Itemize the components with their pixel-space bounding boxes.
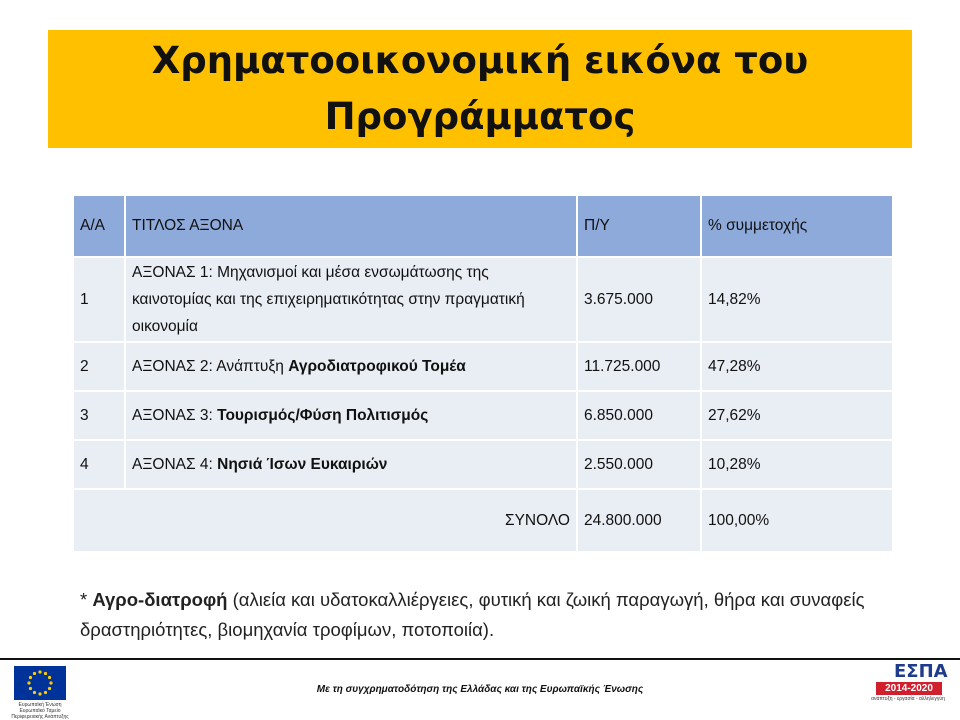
table-row: [73, 391, 893, 440]
header-budget: Π/Υ: [577, 195, 701, 257]
header-share: % συμμετοχής: [701, 195, 893, 257]
row-share: 27,62%: [701, 391, 893, 440]
row-num: 1: [73, 257, 125, 342]
eu-flag-icon: [14, 666, 66, 700]
table-row: [73, 257, 893, 342]
eu-star: [44, 691, 47, 694]
table-header-row: [73, 195, 893, 257]
row-budget: 3.675.000: [577, 257, 701, 342]
row-share: 10,28%: [701, 440, 893, 489]
eu-star: [38, 670, 41, 673]
eu-caption: Ευρωπαϊκή Ένωση Ευρωπαϊκό Ταμείο Περιφερειακής Ανάπτυξης: [11, 702, 69, 720]
row-title: [125, 342, 577, 391]
row-budget: 2.550.000: [577, 440, 701, 489]
table-row: [73, 342, 893, 391]
row-num: 4: [73, 440, 125, 489]
row-budget: 6.850.000: [577, 391, 701, 440]
total-label: ΣΥΝΟΛΟ: [73, 489, 577, 552]
footer-divider: [0, 658, 960, 660]
axes-table: [72, 194, 894, 553]
row-title-text: ΑΞΟΝΑΣ 1: Μηχανισμοί και μέσα ενσωμάτωσης της καινοτομίας και της επιχειρηματικότητας στην πραγματική οικονομία: [132, 264, 525, 335]
header-title: ΤΙΤΛΟΣ ΑΞΟΝΑ: [125, 195, 577, 257]
footnote: [80, 585, 910, 645]
espa-name: ΕΣΠΑ: [894, 661, 948, 682]
eu-star: [29, 687, 32, 690]
row-title-bold: Τουρισμός/Φύση Πολιτισμός: [217, 406, 429, 424]
espa-years: 2014-2020: [876, 682, 942, 695]
eu-logo: [10, 666, 70, 720]
footnote-text: (αλιεία και υδατοκαλλιέργειες, φυτική και ζωική παραγωγή, θήρα και συναφείς δραστηριότητες, βιομηχανία τροφίμων, ποτοποιία).: [80, 589, 865, 640]
eu-star: [44, 672, 47, 675]
row-budget: 11.725.000: [577, 342, 701, 391]
eu-star: [48, 687, 51, 690]
row-title: [125, 440, 577, 489]
row-title-bold: Αγροδιατροφικού Τομέα: [288, 357, 466, 375]
eu-star: [33, 691, 36, 694]
row-title-text: ΑΞΟΝΑΣ 4:: [132, 455, 218, 473]
total-share: 100,00%: [701, 489, 893, 552]
espa-logo: [868, 662, 948, 703]
row-num: 2: [73, 342, 125, 391]
espa-tagline: ανάπτυξη - εργασία - αλληλεγγύη: [871, 696, 945, 702]
table-total-row: [73, 489, 893, 552]
eu-star: [38, 692, 41, 695]
row-title: [125, 257, 577, 342]
row-title: [125, 391, 577, 440]
table-row: [73, 440, 893, 489]
row-share: 47,28%: [701, 342, 893, 391]
eu-star: [48, 676, 51, 679]
footer-cofinancing-text: Με τη συγχρηματοδότηση της Ελλάδας και της Ευρωπαϊκής Ένωσης: [316, 684, 644, 695]
eu-star: [49, 681, 52, 684]
eu-star: [27, 681, 30, 684]
eu-stars: [14, 666, 66, 700]
row-title-bold: Νησιά Ίσων Ευκαιριών: [217, 455, 388, 473]
slide-title: Χρηματοοικονομική εικόνα του Προγράμματος: [151, 39, 809, 138]
row-share: 14,82%: [701, 257, 893, 342]
total-budget: 24.800.000: [577, 489, 701, 552]
header-num: Α/Α: [73, 195, 125, 257]
eu-star: [33, 672, 36, 675]
row-num: 3: [73, 391, 125, 440]
title-banner: [48, 30, 912, 148]
row-title-text: ΑΞΟΝΑΣ 2: Ανάπτυξη: [132, 357, 289, 375]
footnote-star: *: [80, 589, 93, 610]
eu-star: [29, 676, 32, 679]
footnote-term: Αγρο-διατροφή: [92, 589, 228, 610]
row-title-text: ΑΞΟΝΑΣ 3:: [132, 406, 218, 424]
